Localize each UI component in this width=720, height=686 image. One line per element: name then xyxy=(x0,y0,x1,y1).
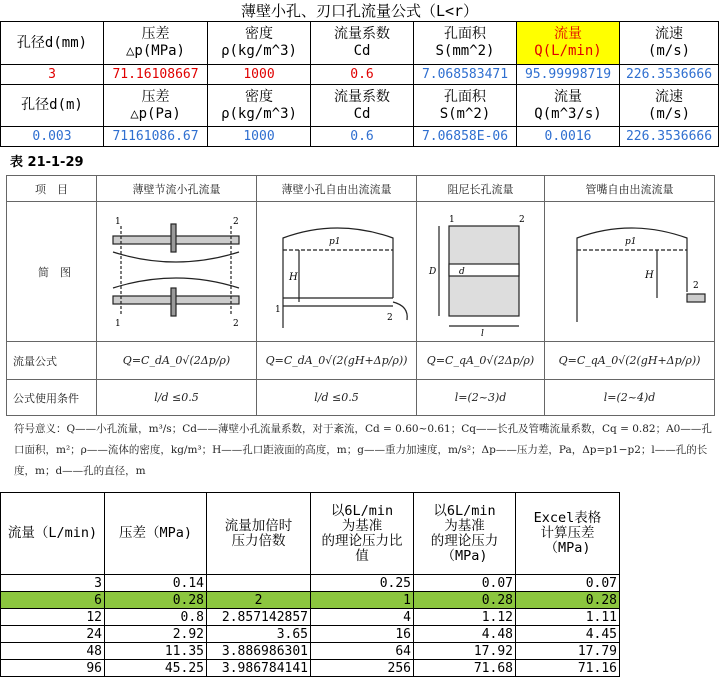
cell-theory-ratio[interactable]: 256 xyxy=(311,660,414,677)
label-p1: p1 xyxy=(328,237,340,247)
cell-flow[interactable]: 48 xyxy=(1,643,105,660)
ref-header-thin-free: 薄壁小孔自由出流流量 xyxy=(257,176,417,202)
cell-doubling-ratio[interactable]: 3.65 xyxy=(207,626,311,643)
ref-row-condition-label: 公式使用条件 xyxy=(7,380,97,416)
cell-doubling-ratio[interactable]: 2 xyxy=(207,592,311,609)
tank-orifice-diagram xyxy=(259,202,415,338)
value-velocity[interactable]: 226.3536666 xyxy=(620,65,719,85)
col-header-flow[interactable]: 流量（L/min) xyxy=(1,493,105,575)
header-flow-lmin[interactable]: 流量 Q(L/min) xyxy=(517,22,620,65)
value-pressure-mpa[interactable]: 71.16108667 xyxy=(104,65,208,85)
value-flow-lmin[interactable]: 95.99998719 xyxy=(517,65,620,85)
value-hole-area-mm2[interactable]: 7.068583471 xyxy=(414,65,517,85)
value-flow-coefficient[interactable]: 0.6 xyxy=(311,65,414,85)
pressure-ratio-table xyxy=(0,492,620,677)
value-density[interactable]: 1000 xyxy=(208,65,311,85)
table-row xyxy=(1,643,620,660)
label-n2b: 2 xyxy=(232,319,239,329)
col-header-pressure[interactable]: 压差（MPa) xyxy=(105,493,207,575)
formula-long-hole: Q=C_qA_0√(2Δp/ρ) xyxy=(417,342,545,380)
ref-header-thin-throttle: 薄壁节流小孔流量 xyxy=(97,176,257,202)
reference-table xyxy=(6,175,715,416)
cell-pressure[interactable]: 2.92 xyxy=(105,626,207,643)
value-hole-area-m2[interactable]: 7.06858E-06 xyxy=(414,127,517,147)
header-hole-area-mm2[interactable]: 孔面积 S(mm^2) xyxy=(414,22,517,65)
header-flow-coefficient-2[interactable]: 流量系数 Cd xyxy=(311,85,414,127)
value-pressure-pa[interactable]: 71161086.67 xyxy=(104,127,208,147)
label-nozzle-H: H xyxy=(644,270,654,281)
table-row xyxy=(1,609,620,626)
cell-theory-ratio[interactable]: 4 xyxy=(311,609,414,626)
value-flow-m3s[interactable]: 0.0016 xyxy=(517,127,620,147)
value-diameter-mm[interactable]: 3 xyxy=(1,65,104,85)
label-long-n2: 2 xyxy=(518,215,525,225)
cell-doubling-ratio[interactable]: 3.886986301 xyxy=(207,643,311,660)
label-n2: 2 xyxy=(232,217,239,227)
label-l: l xyxy=(480,329,484,338)
cell-theory-pressure[interactable]: 4.48 xyxy=(414,626,516,643)
cell-pressure[interactable]: 0.8 xyxy=(105,609,207,626)
formula-thin-throttle: Q=C_dA_0√(2Δp/ρ) xyxy=(97,342,257,380)
calc-title: 薄壁小孔、刃口孔流量公式（L<r） xyxy=(1,0,719,22)
header-diameter-mm[interactable]: 孔径d(mm) xyxy=(1,22,104,65)
header-diameter-m[interactable]: 孔径d(m) xyxy=(1,85,104,127)
label-n1b: 1 xyxy=(114,319,121,329)
reference-figure-image[interactable] xyxy=(0,147,720,492)
cell-flow[interactable]: 96 xyxy=(1,660,105,677)
cell-theory-ratio[interactable]: 0.25 xyxy=(311,575,414,592)
diagram-thin-throttle xyxy=(97,202,257,342)
col-header-theory-pressure[interactable]: 以6L/min 为基准 的理论压力 （MPa) xyxy=(414,493,516,575)
cell-excel-pressure[interactable]: 71.16 xyxy=(516,660,620,677)
flow-calculator-table xyxy=(0,0,719,147)
cell-flow[interactable]: 12 xyxy=(1,609,105,626)
table-row xyxy=(1,592,620,609)
label-tank-n1: 1 xyxy=(274,305,281,315)
value-flow-coefficient-2[interactable]: 0.6 xyxy=(311,127,414,147)
header-velocity-2[interactable]: 流速 (m/s) xyxy=(620,85,719,127)
diagram-thin-free xyxy=(257,202,417,342)
header-hole-area-m2[interactable]: 孔面积 S(m^2) xyxy=(414,85,517,127)
cell-excel-pressure[interactable]: 1.11 xyxy=(516,609,620,626)
cell-theory-ratio[interactable]: 64 xyxy=(311,643,414,660)
header-flow-coefficient[interactable]: 流量系数 Cd xyxy=(311,22,414,65)
cell-theory-pressure[interactable]: 71.68 xyxy=(414,660,516,677)
condition-thin-free: l/d ≤0.5 xyxy=(257,380,417,416)
cell-excel-pressure[interactable]: 17.79 xyxy=(516,643,620,660)
cell-theory-pressure[interactable]: 1.12 xyxy=(414,609,516,626)
cell-pressure[interactable]: 0.14 xyxy=(105,575,207,592)
table-row xyxy=(1,660,620,677)
label-tank-n2: 2 xyxy=(386,313,393,323)
ref-row-diagram-label: 简 图 xyxy=(7,202,97,342)
symbol-notes: 符号意义：Q——小孔流量，m³/s；Cd——薄壁小孔流量系数，对于紊流，Cd = 0.60~0.61；Cq——长孔及管嘴流量系数，Cq = 0.82；A0——孔口面积，m²；ρ——流体的密度，kg/m³；H——孔口距液面的高度，m；g——重力加速度，m/s²；Δp——压力差，Pa，Δp=p1−p2；l——孔的长度，m；d——孔的直径，m xyxy=(14,423,712,477)
header-velocity[interactable]: 流速 (m/s) xyxy=(620,22,719,65)
cell-excel-pressure[interactable]: 0.07 xyxy=(516,575,620,592)
label-D: D xyxy=(428,267,436,277)
col-header-theory-ratio[interactable]: 以6L/min 为基准 的理论压力比 值 xyxy=(311,493,414,575)
label-long-n1: 1 xyxy=(448,215,455,225)
table-row xyxy=(1,626,620,643)
cell-flow[interactable]: 3 xyxy=(1,575,105,592)
cell-excel-pressure[interactable]: 0.28 xyxy=(516,592,620,609)
cell-flow[interactable]: 24 xyxy=(1,626,105,643)
value-density-2[interactable]: 1000 xyxy=(208,127,311,147)
condition-nozzle: l=(2~4)d xyxy=(545,380,715,416)
label-nozzle-p1: p1 xyxy=(624,237,636,247)
ref-header-nozzle: 管嘴自由出流流量 xyxy=(545,176,715,202)
condition-thin-throttle: l/d ≤0.5 xyxy=(97,380,257,416)
col-header-doubling-ratio[interactable]: 流量加倍时 压力倍数 xyxy=(207,493,311,575)
header-pressure-mpa[interactable]: 压差 △p(MPa) xyxy=(104,22,208,65)
value-velocity-2[interactable]: 226.3536666 xyxy=(620,127,719,147)
header-density[interactable]: 密度 ρ(kg/m^3) xyxy=(208,22,311,65)
label-d: d xyxy=(458,267,465,277)
ref-row-formula-label: 流量公式 xyxy=(7,342,97,380)
col-header-excel-pressure[interactable]: Excel表格 计算压差 （MPa) xyxy=(516,493,620,575)
cell-excel-pressure[interactable]: 4.45 xyxy=(516,626,620,643)
cell-pressure[interactable]: 45.25 xyxy=(105,660,207,677)
header-pressure-pa[interactable]: 压差 △p(Pa) xyxy=(104,85,208,127)
formula-nozzle: Q=C_qA_0√(2(gH+Δp/ρ)) xyxy=(545,342,715,380)
nozzle-diagram xyxy=(547,202,713,338)
cell-pressure[interactable]: 11.35 xyxy=(105,643,207,660)
figure-caption: 表 21-1-29 xyxy=(10,155,84,170)
long-hole-diagram xyxy=(419,202,543,338)
cell-flow[interactable]: 6 xyxy=(1,592,105,609)
cell-theory-pressure[interactable]: 0.28 xyxy=(414,592,516,609)
cell-theory-ratio[interactable]: 1 xyxy=(311,592,414,609)
cell-doubling-ratio[interactable]: 2.857142857 xyxy=(207,609,311,626)
cell-theory-pressure[interactable]: 0.07 xyxy=(414,575,516,592)
cell-theory-ratio[interactable]: 16 xyxy=(311,626,414,643)
formula-thin-free: Q=C_dA_0√(2(gH+Δp/ρ)) xyxy=(257,342,417,380)
header-density-2[interactable]: 密度 ρ(kg/m^3) xyxy=(208,85,311,127)
label-H: H xyxy=(288,272,298,283)
cell-theory-pressure[interactable]: 17.92 xyxy=(414,643,516,660)
value-diameter-m[interactable]: 0.003 xyxy=(1,127,104,147)
condition-long-hole: l=(2~3)d xyxy=(417,380,545,416)
throttle-orifice-diagram xyxy=(99,202,255,338)
header-flow-m3s[interactable]: 流量 Q(m^3/s) xyxy=(517,85,620,127)
cell-pressure[interactable]: 0.28 xyxy=(105,592,207,609)
ref-header-item: 项 目 xyxy=(7,176,97,202)
ref-header-long-hole: 阻尼长孔流量 xyxy=(417,176,545,202)
label-n1: 1 xyxy=(114,217,121,227)
cell-doubling-ratio[interactable]: 3.986784141 xyxy=(207,660,311,677)
label-nozzle-n2: 2 xyxy=(692,281,699,291)
cell-doubling-ratio[interactable] xyxy=(207,575,311,592)
table-row xyxy=(1,575,620,592)
diagram-nozzle xyxy=(545,202,715,342)
diagram-long-hole xyxy=(417,202,545,342)
